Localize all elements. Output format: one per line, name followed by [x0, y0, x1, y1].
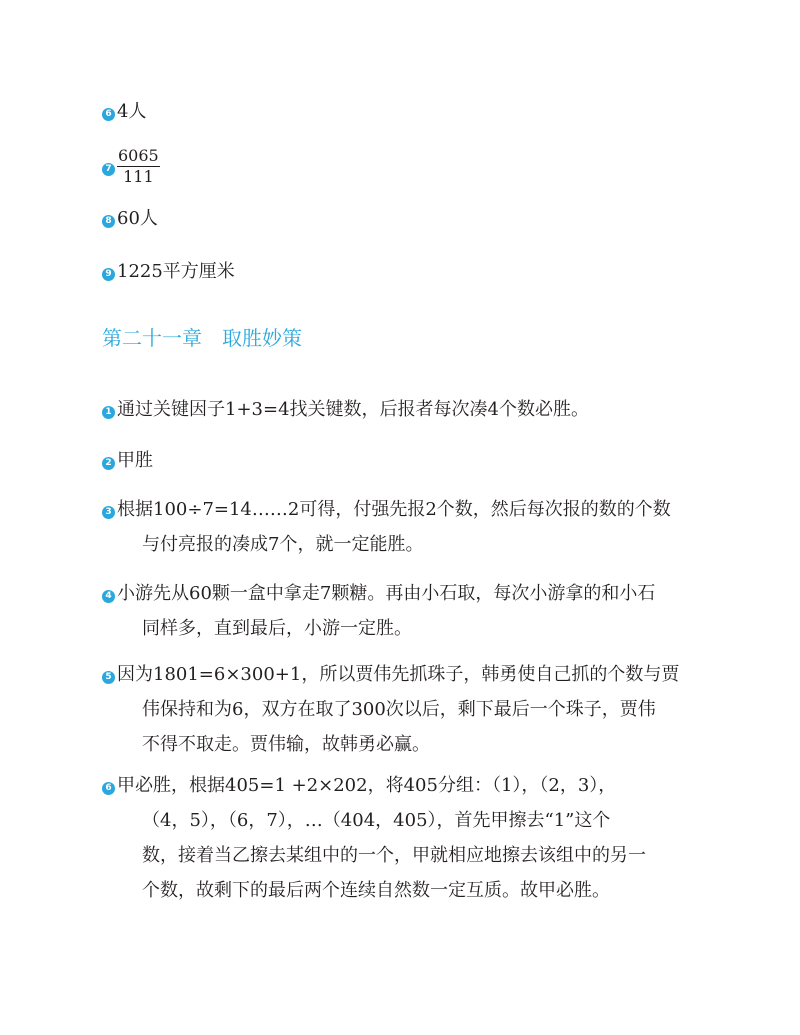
- number-badge: 3: [102, 506, 115, 519]
- number-badge: 6: [102, 108, 115, 121]
- answer-line: 同样多，直到最后，小游一定胜。: [142, 618, 412, 639]
- answer-prev-6: [102, 94, 702, 129]
- number-badge: 2: [102, 457, 115, 470]
- fraction-denominator: 111: [123, 167, 154, 186]
- answer-line: （4，5），（6，7），…（404，405），首先甲擦去“1”这个: [142, 810, 611, 831]
- answer-text: 1225平方厘米: [117, 261, 235, 282]
- number-badge: 4: [102, 590, 115, 603]
- answer-4: [102, 576, 702, 646]
- answer-line: 根据100÷7=14……2可得，付强先报2个数，然后每次报的数的个数: [117, 499, 671, 520]
- answer-prev-7: [102, 147, 702, 186]
- answer-6: [102, 768, 702, 908]
- answer-line: 个数，故剩下的最后两个连续自然数一定互质。故甲必胜。: [142, 880, 610, 901]
- answer-line: 与付亮报的凑成7个，就一定能胜。: [142, 534, 424, 555]
- number-badge: 9: [102, 268, 115, 281]
- answer-prev-9: [102, 254, 702, 289]
- chapter-title: 第二十一章 取胜妙策: [102, 326, 302, 350]
- fraction-numerator: 6065: [118, 146, 159, 165]
- answer-text: 60人: [117, 208, 158, 229]
- number-badge: 6: [102, 782, 115, 795]
- number-badge: 7: [102, 163, 115, 176]
- answer-1: [102, 392, 702, 427]
- answer-line: 小游先从60颗一盒中拿走7颗糖。再由小石取，每次小游拿的和小石: [117, 583, 656, 604]
- answer-text: 4人: [117, 101, 147, 122]
- answer-line: 因为1801=6×300+1，所以贾伟先抓珠子，韩勇使自己抓的个数与贾: [117, 664, 680, 685]
- answer-line: 数，接着当乙擦去某组中的一个，甲就相应地擦去该组中的另一: [142, 845, 646, 866]
- number-badge: 1: [102, 406, 115, 419]
- fraction: [117, 147, 160, 186]
- number-badge: 5: [102, 671, 115, 684]
- answer-3: [102, 492, 702, 562]
- number-badge: 8: [102, 215, 115, 228]
- answer-line: 伟保持和为6，双方在取了300次以后，剩下最后一个珠子，贾伟: [142, 699, 656, 720]
- answer-5: [102, 657, 702, 762]
- answer-line: 通过关键因子1+3=4找关键数，后报者每次凑4个数必胜。: [117, 399, 589, 420]
- answer-2: [102, 443, 702, 478]
- answer-line: 甲必胜，根据405=1 +2×202，将405分组：（1），（2，3），: [117, 775, 617, 796]
- answer-prev-8: [102, 201, 702, 236]
- answer-line: 甲胜: [117, 450, 153, 471]
- answer-line: 不得不取走。贾伟输，故韩勇必赢。: [142, 734, 430, 755]
